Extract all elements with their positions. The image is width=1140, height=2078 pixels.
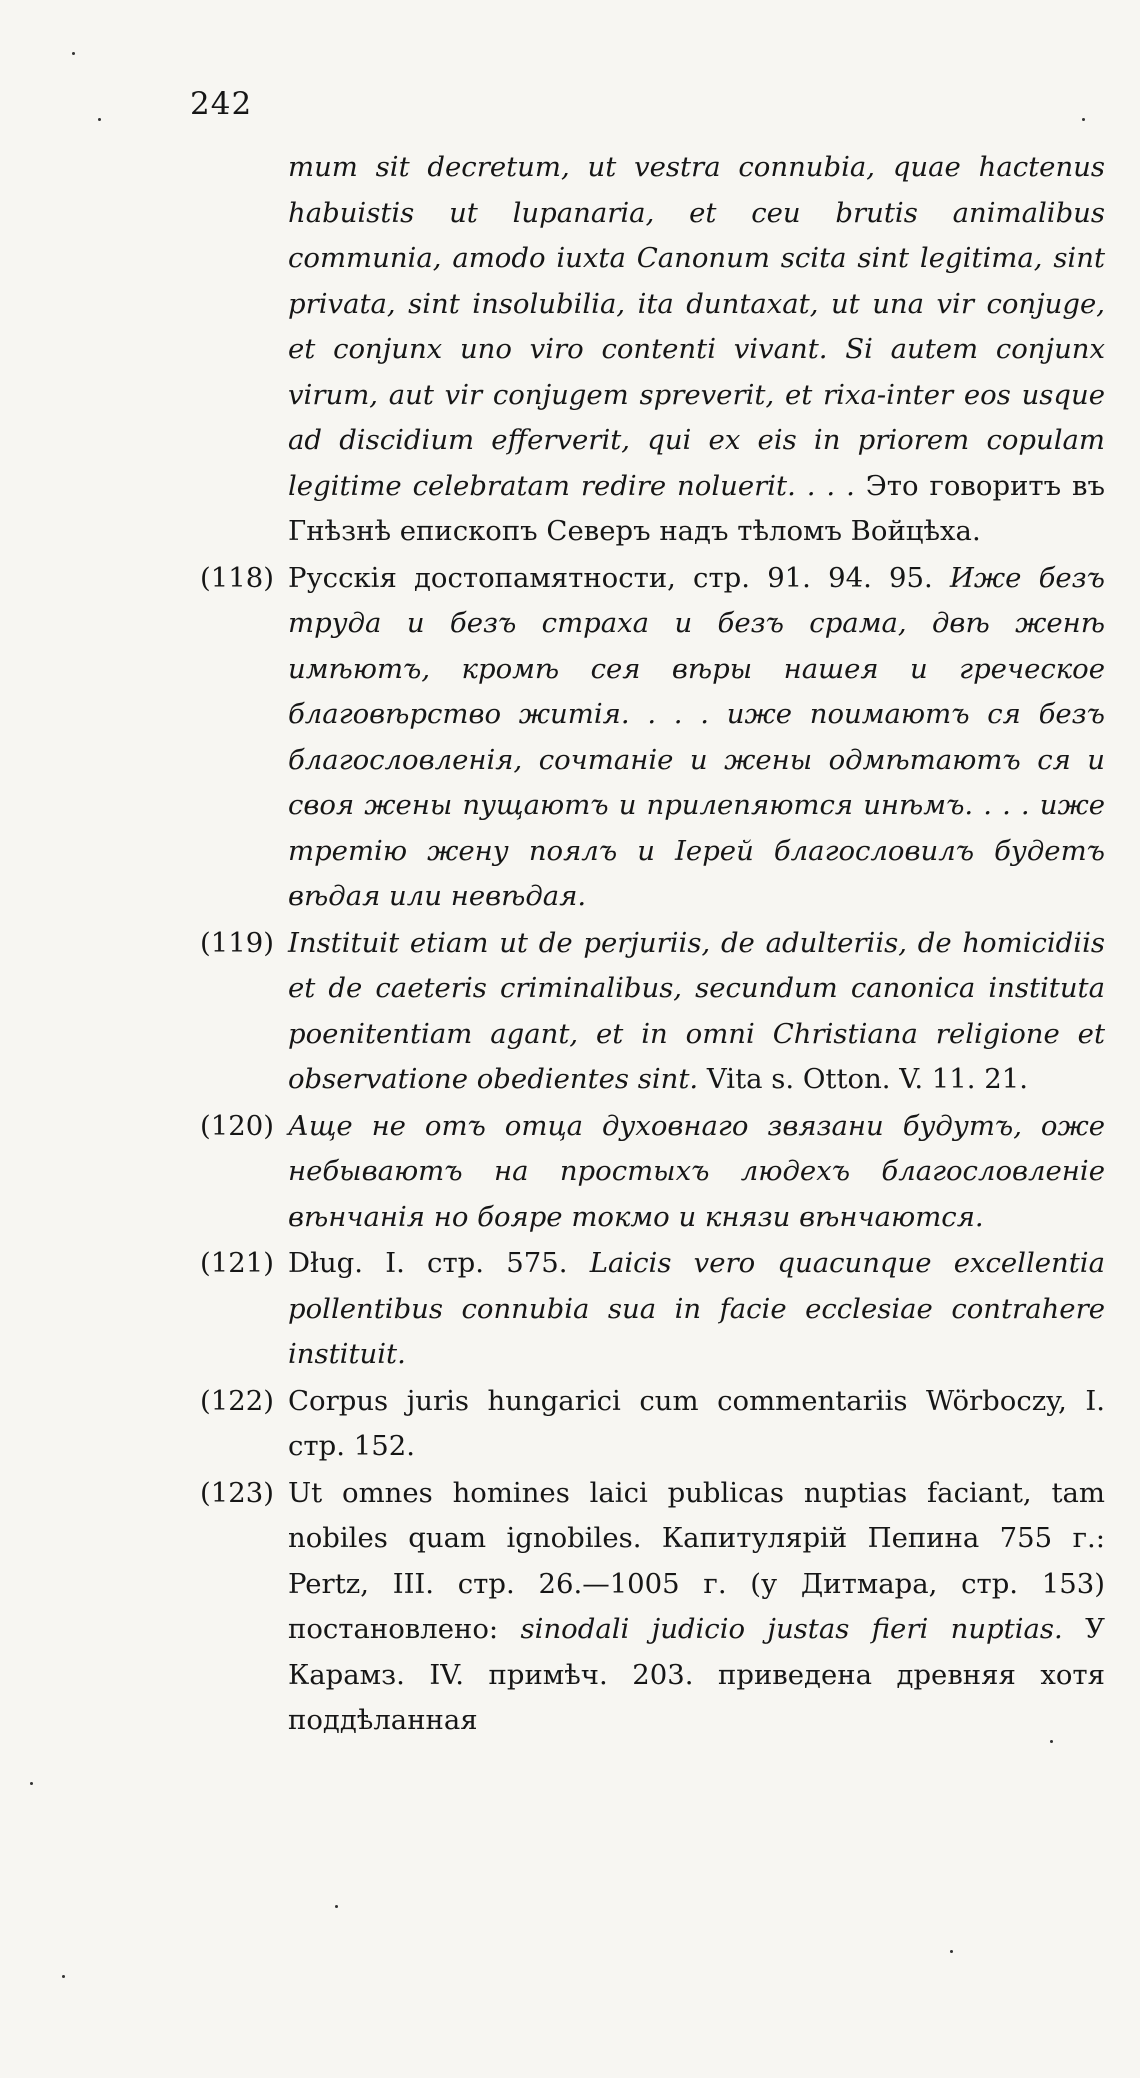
footnote-121 [200,1241,1105,1378]
continued-paragraph [200,145,1105,555]
footnote-source: Русскія достопамятности, стр. 91. 94. 95. [288,561,933,594]
page-number: 242 [190,86,253,122]
scan-speck [72,52,75,55]
footnote-body [288,1241,1105,1378]
footnote-body [288,921,1105,1103]
footnote-quote: Аще не отъ отца духовнаго звязани будутъ, оже небываютъ на простыхъ людехъ благословленіе вѣнчанія но бояре токмо и князи вѣнчаются. [288,1109,1105,1233]
footnote-number: (120) [200,1109,274,1142]
footnote-text: Ut omnes homines laici publicas nuptias faciant, tam nobiles quam ignobiles. Капитулярій Пепина 755 г.: Pertz, III. стр. 26.—1005 г. (у Дитмара, стр. 153) постановлено: [288,1476,1105,1645]
footnote-quote: sinodali judicio justas fieri nuptias. [520,1613,1063,1645]
footnote-text: Corpus juris hungarici cum commentariis Wörboczy, I. стр. 152. [288,1384,1105,1462]
footnote-source: Vita s. Otton. V. 11. 21. [706,1063,1029,1095]
footnote-body [288,1379,1105,1470]
scan-speck [1050,1740,1053,1743]
footnote-quote: Instituit etiam ut de perjuriis, de adulteriis, de homicidiis et de caeteris criminalibus, secundum canonica instituta poenitentiam agant, et in omni Christiana religione et observatione obedientes sint. [288,926,1105,1095]
footnote-123 [200,1471,1105,1744]
footnote-body [288,1471,1105,1744]
footnote-source: Dług. I. стр. 575. [288,1247,568,1279]
footnote-quote: Иже безъ труда и безъ страха и безъ срама, двѣ женѣ имѣютъ, кромѣ сея вѣры нашея и греческое благовѣрство житія. . . . иже поимаютъ ся безъ благословленія, сочтаніе и жены одмѣтаютъ ся и своя жены пущаютъ и прилепяются инѣмъ. . . . иже третію жену поялъ и Іерей благословилъ будетъ вѣдая или невѣдая. [288,561,1105,912]
footnote-body [288,1104,1105,1241]
footnote-118 [200,556,1105,920]
footnote-number: (122) [200,1384,274,1417]
russian-text: Это говоритъ въ Гнѣзнѣ епископъ Северъ надъ тѣломъ Войцѣха. [288,469,1105,547]
page-body [200,145,1105,1744]
footnote-quote: Laicis vero quacunque excellentia pollentibus connubia sua in facie ecclesiae contrahere instituit. [288,1247,1105,1370]
footnote-119 [200,921,1105,1103]
scan-speck [335,1905,338,1908]
footnote-tail: У Карамз. IV. примѣч. 203. приведена древняя хотя поддѣланная [288,1613,1105,1736]
latin-quote: mum sit decretum, ut vestra connubia, quae hactenus habuistis ut lupanaria, et ceu brutis animalibus communia, amodo iuxta Canonum scita sint legitima, sint privata, sint insolubilia, ita duntaxat, ut una vir conjuge, et conjunx uno viro contenti vivant. Si autem conjunx virum, aut vir conjugem spreverit, et rixa-inter eos usque ad discidium efferverit, qui ex eis in priorem copulam legitime celebratam redire noluerit. . . . [288,151,1105,502]
scan-speck [98,118,101,121]
footnote-number: (119) [200,926,274,959]
footnote-number: (118) [200,561,274,594]
scan-speck [950,1950,953,1953]
footnote-number: (123) [200,1476,274,1509]
scan-speck [1082,118,1085,121]
scan-speck [62,1975,65,1978]
footnote-120 [200,1104,1105,1241]
scan-speck [30,1782,33,1785]
footnote-body [288,556,1105,920]
footnote-number: (121) [200,1247,274,1279]
footnote-122 [200,1379,1105,1470]
